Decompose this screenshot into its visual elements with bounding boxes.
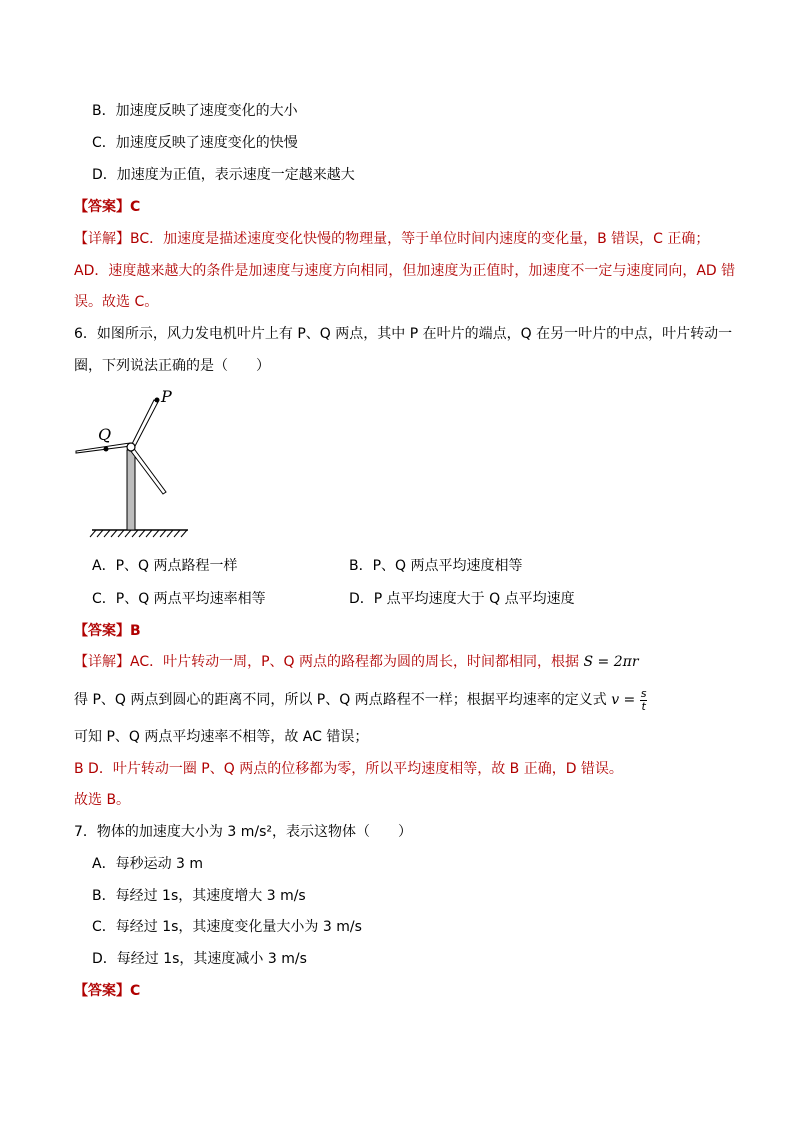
q6-answer: 【答案】B: [74, 623, 141, 639]
point-q-marker: [104, 447, 109, 452]
q5-detail-line3: 误。故选 C。: [74, 294, 159, 310]
formula-numerator: s: [640, 686, 647, 700]
q6-detail-text1: 【详解】AC．叶片转动一周，P、Q 两点的路程都为圆的周长，时间都相同，根据: [74, 654, 580, 670]
point-p-marker: [155, 398, 160, 403]
q6-detail-line3: 可知 P、Q 两点平均速率不相等，故 AC 错误；: [74, 729, 369, 745]
q7-option-d: D．每经过 1s，其速度减小 3 m/s: [92, 951, 307, 967]
blade-upper: [131, 400, 158, 448]
ground-hatching: [90, 530, 187, 537]
q5-option-d: D．加速度为正值，表示速度一定越来越大: [92, 167, 355, 183]
q7-option-b: B．每经过 1s，其速度增大 3 m/s: [92, 888, 306, 904]
q6-stem-line1: 6．如图所示，风力发电机叶片上有 P、Q 两点，其中 P 在叶片的端点，Q 在另一叶片的中点，叶片转动一: [74, 326, 733, 342]
tower: [127, 450, 135, 530]
q6-option-b: B．P、Q 两点平均速度相等: [349, 558, 523, 574]
formula-v-lhs: v =: [611, 692, 636, 708]
q5-detail-line1: 【详解】BC．加速度是描述速度变化快慢的物理量，等于单位时间内速度的变化量，B 错误，C 正确；: [74, 231, 710, 247]
q6-option-a: A．P、Q 两点路程一样: [92, 558, 238, 574]
formula-s-2pir: S = 2πr: [583, 654, 639, 670]
q5-answer: 【答案】C: [74, 199, 141, 215]
q7-option-c: C．每经过 1s，其速度变化量大小为 3 m/s: [92, 919, 362, 935]
blade-left: [76, 443, 131, 453]
q6-stem-line2: 圈，下列说法正确的是（ ）: [74, 358, 270, 374]
q5-detail-line2: AD．速度越来越大的条件是加速度与速度方向相同，但加速度为正值时，加速度不一定与速度同向，AD 错: [74, 263, 736, 279]
q7-answer: 【答案】C: [74, 983, 141, 999]
q6-option-c: C．P、Q 两点平均速率相等: [92, 591, 266, 607]
q6-detail-line4: B D．叶片转动一圈 P、Q 两点的位移都为零，所以平均速度相等，故 B 正确，D 错误。: [74, 761, 623, 777]
formula-fraction: [640, 688, 648, 713]
q6-option-d: D．P 点平均速度大于 Q 点平均速度: [349, 591, 575, 607]
q7-option-a: A．每秒运动 3 m: [92, 856, 204, 872]
formula-denominator: t: [641, 699, 646, 713]
q6-detail-line5: 故选 B。: [74, 792, 131, 808]
label-q: Q: [98, 425, 112, 444]
wind-turbine-figure: [70, 388, 200, 538]
q5-option-c: C．加速度反映了速度变化的快慢: [92, 135, 298, 151]
q5-option-b: B．加速度反映了速度变化的大小: [92, 103, 298, 119]
q6-detail-line1: [74, 652, 639, 672]
q7-stem: 7．物体的加速度大小为 3 m/s²，表示这物体（ ）: [74, 824, 412, 840]
hub: [127, 443, 135, 451]
q6-detail-text2: 得 P、Q 两点到圆心的距离不同，所以 P、Q 两点路程不一样；根据平均速率的定义式: [74, 692, 607, 708]
q6-detail-line2: [74, 686, 647, 714]
label-p: P: [161, 388, 172, 406]
